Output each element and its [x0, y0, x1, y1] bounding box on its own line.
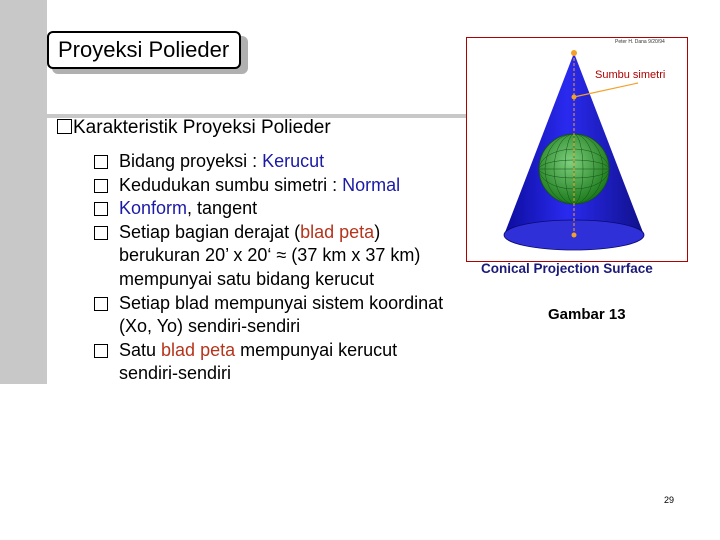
bullet-continuation: (Xo, Yo) sendiri-sendiri — [119, 316, 301, 337]
bullet-label: Setiap blad mempunyai sistem koordinat — [119, 292, 444, 313]
checkbox-glyph-icon — [94, 297, 108, 311]
bullet-label: Setiap bagian derajat ( — [119, 221, 301, 242]
bullet-continuation: berukuran 20’ x 20‘ ≈ (37 km x 37 km) — [119, 245, 421, 266]
checkbox-glyph-icon — [94, 226, 108, 240]
bullet-continuation: sendiri-sendiri — [119, 363, 232, 384]
section-heading-text: Karakteristik Proyeksi Polieder — [73, 117, 331, 138]
figure-credit: Peter H. Dana 9/20/94 — [615, 39, 665, 45]
left-accent-bar — [0, 0, 47, 384]
list-item — [92, 197, 512, 221]
axis-dot — [572, 95, 577, 100]
list-item — [92, 150, 512, 174]
bullet-value: blad peta — [300, 221, 375, 242]
apex-dot — [571, 50, 577, 56]
list-item — [92, 174, 512, 198]
bullet-list — [92, 150, 512, 386]
bullet-rest: ) — [374, 221, 381, 242]
page-number: 29 — [664, 495, 675, 505]
checkbox-glyph-icon — [94, 344, 108, 358]
axis-label: Sumbu simetri — [595, 69, 666, 81]
bullet-value: Konform — [119, 198, 188, 219]
bullet-rest: mempunyai kerucut — [235, 339, 398, 360]
figure-caption: Conical Projection Surface — [481, 261, 653, 276]
bullet-value: blad peta — [161, 339, 236, 360]
list-item — [92, 221, 512, 245]
bullet-value: Normal — [342, 174, 401, 195]
bullet-label: Kedudukan sumbu simetri : — [119, 174, 343, 195]
slide-title: Proyeksi Polieder — [47, 31, 241, 69]
figure-label: Gambar 13 — [548, 306, 626, 323]
bullet-value: Kerucut — [262, 151, 325, 171]
checkbox-glyph-icon — [94, 202, 108, 216]
list-item — [92, 339, 512, 363]
checkbox-glyph-icon — [94, 155, 108, 169]
bullet-rest: , tangent — [187, 198, 258, 219]
bullet-label: Bidang proyeksi : — [119, 151, 263, 171]
list-item — [92, 292, 512, 316]
bullet-continuation: mempunyai satu bidang kerucut — [119, 268, 375, 289]
base-dot — [572, 233, 577, 238]
bullet-label: Satu — [119, 339, 162, 360]
checkbox-glyph-icon — [94, 179, 108, 193]
section-heading — [57, 117, 331, 139]
checkbox-glyph-icon — [57, 119, 72, 134]
